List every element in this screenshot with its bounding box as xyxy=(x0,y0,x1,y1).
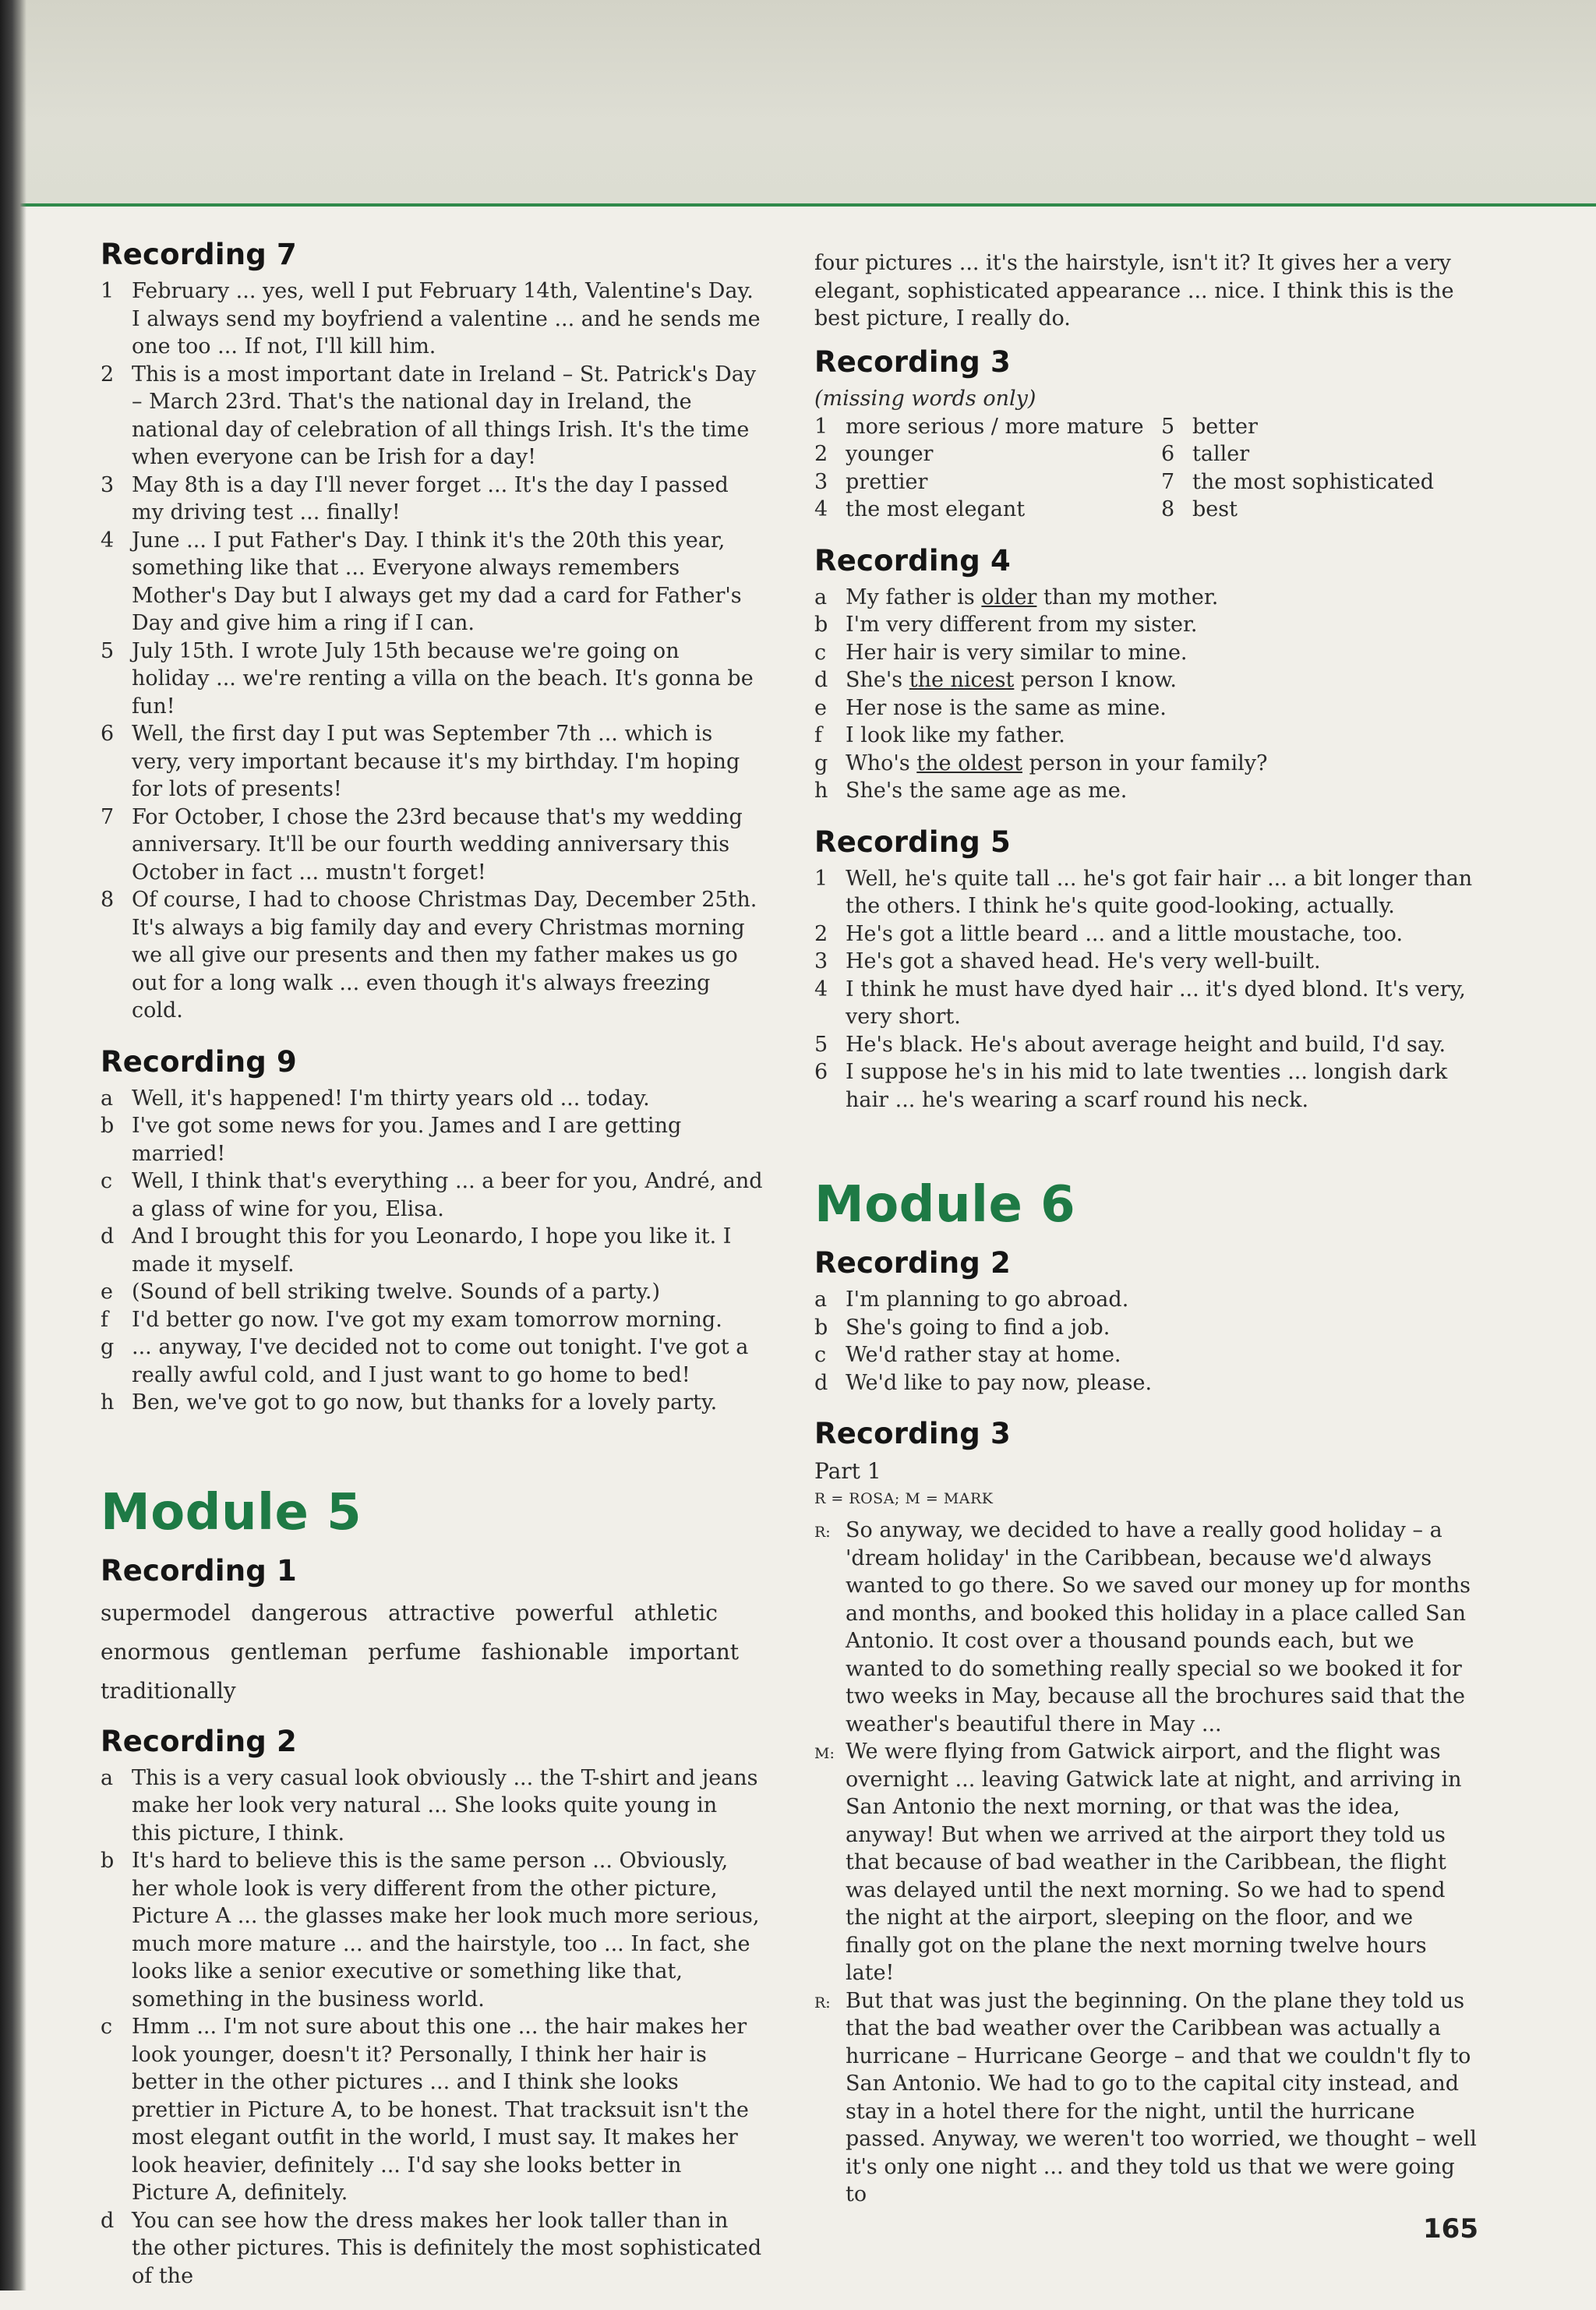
item-text: This is a most important date in Ireland – St. Patrick's Day – March 23rd. That's the national day in Ireland, the national day of celebration of all things Irish. It's the time when everyone can be Irish for a day! xyxy=(132,362,757,469)
item-marker: 7 xyxy=(1161,469,1175,494)
item-marker: c xyxy=(814,1343,827,1367)
item-text: July 15th. I wrote July 15th because we're going on holiday ... we're renting a villa on the beach. It's gonna be fun! xyxy=(132,638,754,719)
module-6-heading: Module 6 xyxy=(814,1176,1076,1234)
list-item xyxy=(101,277,763,361)
item-marker: 1 xyxy=(814,866,828,891)
list-item xyxy=(101,1112,763,1167)
item-marker: a xyxy=(814,1287,828,1312)
list-item xyxy=(814,1369,1481,1397)
list-item xyxy=(814,1341,1481,1369)
list-item xyxy=(1161,440,1481,468)
list-item xyxy=(101,1847,763,2013)
list-item xyxy=(101,1085,763,1113)
list-item xyxy=(814,865,1481,920)
missing-words-grid xyxy=(814,413,1481,524)
list-item xyxy=(1161,413,1481,441)
list-item xyxy=(101,1389,763,1417)
item-marker: f xyxy=(101,1307,108,1332)
module-5-recording-1-heading: Recording 1 xyxy=(101,1553,298,1588)
item-marker: e xyxy=(101,1280,113,1304)
item-marker: 6 xyxy=(1161,442,1175,466)
left-column xyxy=(101,238,763,2310)
list-item: h She's the same age as me. xyxy=(814,779,1128,803)
list-item: f I look like my father. xyxy=(814,723,1065,747)
recording-9-list xyxy=(101,1085,763,1417)
item-marker: b xyxy=(101,1114,115,1138)
list-item xyxy=(101,1764,763,1848)
module-6-recording-2-list xyxy=(814,1286,1481,1397)
list-item xyxy=(101,2207,763,2291)
item-marker: a xyxy=(101,1765,114,1790)
item-text: We'd rather stay at home. xyxy=(846,1343,1121,1367)
item-marker: 4 xyxy=(101,528,115,553)
item-marker: 2 xyxy=(101,362,115,387)
item-marker: b xyxy=(814,1315,828,1340)
item-marker: 4 xyxy=(814,977,828,1001)
recording-7-heading: Recording 7 xyxy=(101,238,298,271)
stress-word: gentleman xyxy=(230,1638,348,1665)
item-text: February ... yes, well I put February 14th, Valentine's Day. I always send my boyfriend a valentine ... and he sends me one too ... If not, I'll kill him. xyxy=(132,279,761,359)
missing-words-note: (missing words only) xyxy=(814,386,1036,411)
continued-text: four pictures ... it's the hairstyle, isn't it? It gives her a very elegant, sophisticated appearance ... nice. I think this is the best picture, I really do. xyxy=(814,251,1454,330)
item-text: He's got a shaved head. He's very well-built. xyxy=(846,949,1321,973)
item-text: But that was just the beginning. On the plane they told us that the bad weather over the Caribbean was actually a hurricane – Hurricane George – and that we couldn't fly to San Antonio. We had to go to the capital city instead, and stay in a hotel there for the night, until the hurricane passed. Anyway, we weren't too worried, we thought – well it's only one night ... and they told us that we were going to xyxy=(846,1988,1477,2206)
item-text: prettier xyxy=(846,469,928,494)
list-item xyxy=(101,472,763,527)
list-item xyxy=(101,1306,763,1334)
list-item: a My father is older than my mother. xyxy=(814,585,1219,609)
item-marker: d xyxy=(814,1370,828,1395)
right-column xyxy=(814,249,1481,2209)
item-text: He's black. He's about average height and build, I'd say. xyxy=(846,1032,1446,1057)
recording-7-list xyxy=(101,277,763,1025)
list-item xyxy=(814,976,1481,1031)
stress-word: fashionable xyxy=(481,1638,609,1665)
item-text: Well, I think that's everything ... a beer for you, André, and a glass of wine for you, Elisa. xyxy=(132,1169,763,1221)
item-marker: R: xyxy=(814,1994,831,2012)
item-marker: 3 xyxy=(814,949,828,973)
item-text: He's got a little beard ... and a little moustache, too. xyxy=(846,921,1404,946)
stress-word: enormous xyxy=(101,1638,210,1665)
list-item xyxy=(101,720,763,804)
list-item: e Her nose is the same as mine. xyxy=(814,695,1167,720)
page-number: 165 xyxy=(1423,2213,1478,2245)
list-item xyxy=(814,1517,1481,1738)
item-marker: 1 xyxy=(101,279,115,303)
item-text: You can see how the dress makes her look taller than in the other pictures. This is definitely the most sophisticated of the xyxy=(132,2208,762,2288)
list-item xyxy=(814,440,1161,468)
item-text: Well, the first day I put was September 7th ... which is very, very important because it's my birthday. I'm hoping for lots of presents! xyxy=(132,722,740,801)
stress-word: powerful xyxy=(515,1599,614,1626)
stress-word: traditionally xyxy=(101,1677,236,1704)
item-text: I've got some news for you. James and I are getting married! xyxy=(132,1114,682,1166)
item-text: I think he must have dyed hair ... it's dyed blond. It's very, very short. xyxy=(846,977,1466,1029)
header-green-rule xyxy=(0,203,1596,207)
page-top-band xyxy=(0,0,1596,205)
item-text: And I brought this for you Leonardo, I hope you like it. I made it myself. xyxy=(132,1224,732,1277)
item-marker: 2 xyxy=(814,921,828,946)
recording-5-list xyxy=(814,865,1481,1114)
stress-word: important xyxy=(629,1638,740,1665)
list-item xyxy=(814,1314,1481,1342)
underlined-phrase: the oldest xyxy=(916,751,1022,775)
item-marker: 6 xyxy=(101,722,115,746)
item-text: best xyxy=(1192,497,1238,521)
item-text: younger xyxy=(846,442,934,466)
list-item xyxy=(814,1738,1481,1987)
item-text: Hmm ... I'm not sure about this one ... the hair makes her look younger, doesn't it? Personally, I think her hair is better in the other pictures ... and I think she looks prettier in Picture A, to be honest. That tracksuit isn't the most elegant outfit in the world, I must say. It makes her look heavier, definitely ... I'd say she looks better in Picture A, definitely. xyxy=(132,2015,749,2205)
module-5-recording-3-heading: Recording 3 xyxy=(814,344,1012,379)
item-text: more serious / more mature xyxy=(846,414,1144,439)
list-item xyxy=(101,638,763,721)
item-marker: 5 xyxy=(101,638,115,663)
list-item xyxy=(814,1058,1481,1114)
module-5-heading: Module 5 xyxy=(101,1483,362,1542)
item-text: better xyxy=(1192,414,1258,439)
item-text: Of course, I had to choose Christmas Day, December 25th. It's always a big family day and every Christmas morning we all give our presents and then my father makes us go out for a long walk ... even though it's always freezing cold. xyxy=(132,888,757,1023)
book-spine-shadow xyxy=(0,0,26,2291)
item-marker: 6 xyxy=(814,1060,828,1084)
recording-5-heading: Recording 5 xyxy=(814,825,1012,859)
item-text: We'd like to pay now, please. xyxy=(846,1370,1153,1395)
item-marker: 2 xyxy=(814,442,828,466)
item-marker: 3 xyxy=(101,472,115,497)
list-item xyxy=(101,361,763,472)
item-text: ... anyway, I've decided not to come out tonight. I've got a really awful cold, and I just want to go home to bed! xyxy=(132,1335,749,1387)
module-6-recording-3-heading: Recording 3 xyxy=(814,1417,1012,1450)
item-marker: 4 xyxy=(814,497,828,521)
item-text: taller xyxy=(1192,442,1250,466)
list-item xyxy=(1161,496,1481,524)
item-marker: d xyxy=(101,1224,115,1249)
item-text: May 8th is a day I'll never forget ... It's the day I passed my driving test ... finally! xyxy=(132,472,729,525)
part-label: Part 1 xyxy=(814,1458,881,1484)
stress-word: dangerous xyxy=(251,1599,368,1626)
item-marker: M: xyxy=(814,1745,835,1762)
list-item xyxy=(101,886,763,1025)
stress-word: perfume xyxy=(368,1638,461,1665)
list-item xyxy=(101,1278,763,1306)
list-item xyxy=(814,1286,1481,1314)
speaker-legend: R = ROSA; M = MARK xyxy=(814,1490,994,1507)
item-marker: R: xyxy=(814,1524,831,1541)
item-marker: g xyxy=(101,1335,115,1359)
item-text: We were flying from Gatwick airport, and the flight was overnight ... leaving Gatwick late at night, and arriving in San Antonio the next morning, or that was the idea, anyway! But when we arrived at the airport they told us that because of bad weather in the Caribbean, the flight was delayed until the next morning. So we had to spend the night at the airport, sleeping on the floor, and we finally got on the plane the next morning twelve hours late! xyxy=(846,1740,1462,1985)
stress-word: attractive xyxy=(387,1599,496,1626)
item-text: It's hard to believe this is the same person ... Obviously, her whole look is very different from the other picture, Picture A ... the glasses make her look much more serious, much more mature ... and the hairstyle, too ... In fact, she looks like a senior executive or something like that, something in the business world. xyxy=(132,1849,760,2012)
list-item xyxy=(814,1031,1481,1059)
item-text: She's going to find a job. xyxy=(846,1315,1110,1340)
dialogue-transcript xyxy=(814,1517,1481,2209)
list-item xyxy=(101,1223,763,1278)
list-item xyxy=(101,804,763,887)
list-item xyxy=(814,496,1161,524)
item-marker: a xyxy=(101,1086,114,1111)
item-marker: 8 xyxy=(1161,497,1175,521)
recording-4-heading: Recording 4 xyxy=(814,543,1012,578)
stress-word: supermodel xyxy=(101,1599,231,1626)
item-text: Well, he's quite tall ... he's got fair hair ... a bit longer than the others. I think he's quite good-looking, actually. xyxy=(846,866,1473,918)
list-item xyxy=(814,948,1481,976)
list-item xyxy=(101,527,763,638)
item-text: This is a very casual look obviously ... the T-shirt and jeans make her look very natural ... She looks quite young in this picture, I think. xyxy=(132,1765,758,1846)
item-text: For October, I chose the 23rd because that's my wedding anniversary. It'll be our fourth wedding anniversary this October in fact ... mustn't forget! xyxy=(132,804,743,885)
item-text: I'm planning to go abroad. xyxy=(846,1287,1129,1312)
list-item: b I'm very different from my sister. xyxy=(814,613,1198,637)
list-item: g Who's the oldest person in your family? xyxy=(814,751,1268,775)
item-marker: b xyxy=(101,1849,115,1873)
item-text: the most sophisticated xyxy=(1192,469,1435,494)
item-marker: 5 xyxy=(1161,414,1175,439)
module-5-recording-2-list xyxy=(101,1764,763,2291)
item-text: Well, it's happened! I'm thirty years old ... today. xyxy=(132,1086,650,1111)
item-text: I'd better go now. I've got my exam tomorrow morning. xyxy=(132,1307,722,1332)
item-marker: 1 xyxy=(814,414,828,439)
module-6-recording-2-heading: Recording 2 xyxy=(814,1246,1012,1280)
item-text: So anyway, we decided to have a really good holiday – a 'dream holiday' in the Caribbean, because we'd always wanted to go there. So we saved our money up for months and months, and booked this holiday in a place called San Antonio. It cost over a thousand pounds each, but we wanted to do something really special so we booked it for two weeks in May, because all the brochures said that the weather's beautiful there in May ... xyxy=(846,1518,1471,1736)
item-marker: 7 xyxy=(101,804,115,829)
list-item xyxy=(814,468,1161,496)
recording-9-heading: Recording 9 xyxy=(101,1044,298,1079)
item-marker: 5 xyxy=(814,1032,828,1057)
list-item xyxy=(814,920,1481,948)
underlined-phrase: the nicest xyxy=(909,668,1015,692)
item-text: Ben, we've got to go now, but thanks for a lovely party. xyxy=(132,1390,718,1415)
list-item xyxy=(814,1987,1481,2209)
module-5-recording-2-heading: Recording 2 xyxy=(101,1724,298,1758)
item-marker: 8 xyxy=(101,888,115,912)
list-item xyxy=(101,1167,763,1223)
stress-word: athletic xyxy=(634,1599,718,1626)
item-marker: d xyxy=(101,2208,115,2233)
item-marker: h xyxy=(101,1390,115,1415)
list-item: c Her hair is very similar to mine. xyxy=(814,640,1188,665)
list-item xyxy=(101,1333,763,1389)
recording-4-list xyxy=(814,584,1481,805)
list-item xyxy=(1161,468,1481,496)
item-text: (Sound of bell striking twelve. Sounds of a party.) xyxy=(132,1280,661,1304)
list-item: d She's the nicest person I know. xyxy=(814,668,1177,692)
item-text: June ... I put Father's Day. I think it's the 20th this year, something like that ... Everyone always remembers Mother's Day but I always get my dad a card for Father's Day and give him a ring if I can. xyxy=(132,528,742,635)
item-marker: c xyxy=(101,1169,113,1193)
list-item xyxy=(101,2013,763,2207)
item-text: the most elegant xyxy=(846,497,1026,521)
item-marker: c xyxy=(101,2015,113,2039)
list-item xyxy=(814,413,1161,441)
item-text: I suppose he's in his mid to late twenties ... longish dark hair ... he's wearing a scarf round his neck. xyxy=(846,1060,1448,1112)
stress-word-list xyxy=(101,1594,763,1711)
underlined-phrase: older xyxy=(981,585,1037,609)
item-marker: 3 xyxy=(814,469,828,494)
